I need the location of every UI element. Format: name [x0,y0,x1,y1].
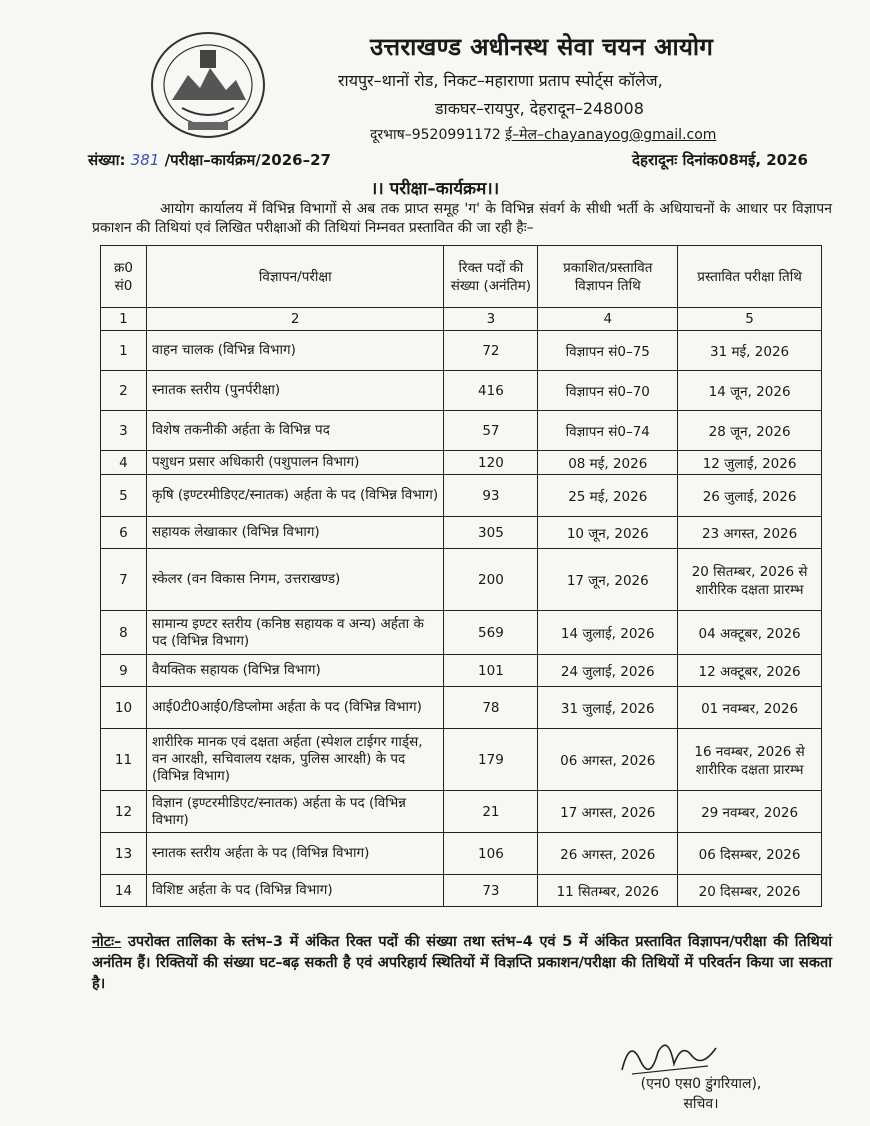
page-title: ।। परीक्षा–कार्यक्रम।। [370,179,500,199]
cell-adv-date: 24 जुलाई, 2026 [538,655,678,687]
cell-exam-date: 12 जुलाई, 2026 [678,451,822,475]
cell-exam: स्नातक स्तरीय अर्हता के पद (विभिन्न विभाग) [146,833,444,875]
table-row [101,549,822,611]
intro-paragraph: आयोग कार्यालय में विभिन्न विभागों से अब तक प्राप्त समूह 'ग' के विभिन्न संवर्ग के सीधी भर्ती के अधियाचनों के आधार पर विज्ञापन प्रकाशन की तिथियां एवं लिखित परीक्षाओं की तिथियां निम्नवत प्रस्तावित की जा रही हैः– [92,201,832,236]
exam-schedule-table [100,245,822,907]
table-header-row [101,246,822,308]
col-number: 1 [101,308,147,331]
cell-sn: 4 [101,451,147,475]
cell-sn: 7 [101,549,147,611]
cell-exam: सहायक लेखाकार (विभिन्न विभाग) [146,517,444,549]
header-exam-date: प्रस्तावित परीक्षा तिथि [678,246,822,308]
cell-exam: स्केलर (वन विकास निगम, उत्तराखण्ड) [146,549,444,611]
cell-posts: 72 [444,331,538,371]
table-row [101,875,822,907]
signatory-name: (एन0 एस0 डुंगरियाल), [640,1076,762,1092]
cell-exam-date: 12 अक्टूबर, 2026 [678,655,822,687]
table-row [101,687,822,729]
cell-exam-date: 20 दिसम्बर, 2026 [678,875,822,907]
cell-posts: 569 [444,611,538,655]
org-name: उत्तराखण्ड अधीनस्थ सेवा चयन आयोग [370,33,714,61]
cell-exam-date: 29 नवम्बर, 2026 [678,791,822,833]
cell-sn: 8 [101,611,147,655]
cell-exam-date: 26 जुलाई, 2026 [678,475,822,517]
cell-exam-date: 04 अक्टूबर, 2026 [678,611,822,655]
cell-sn: 6 [101,517,147,549]
reference-suffix: /परीक्षा–कार्यक्रम/2026–27 [164,151,331,169]
table-row [101,475,822,517]
contact-line [370,125,850,144]
cell-posts: 57 [444,411,538,451]
column-number-row [101,308,822,331]
signature-icon [612,1030,722,1080]
cell-exam-date: 14 जून, 2026 [678,371,822,411]
table-row [101,517,822,549]
cell-exam: कृषि (इण्टरमीडिएट/स्नातक) अर्हता के पद (विभिन्न विभाग) [146,475,444,517]
cell-exam: सामान्य इण्टर स्तरीय (कनिष्ठ सहायक व अन्य) अर्हता के पद (विभिन्न विभाग) [146,611,444,655]
cell-exam: वाहन चालक (विभिन्न विभाग) [146,331,444,371]
note-label: नोटः– [92,934,122,950]
table-row [101,411,822,451]
cell-sn: 13 [101,833,147,875]
cell-sn: 11 [101,729,147,791]
cell-exam: विशेष तकनीकी अर्हता के विभिन्न पद [146,411,444,451]
cell-exam: विज्ञान (इण्टरमीडिएट/स्नातक) अर्हता के पद (विभिन्न विभाग) [146,791,444,833]
cell-posts: 200 [444,549,538,611]
cell-adv-date: 14 जुलाई, 2026 [538,611,678,655]
address-line-1: रायपुर–थानों रोड, निकट–महाराणा प्रताप स्पोर्ट्स कॉलेज, [338,71,663,90]
commission-emblem-icon [148,30,268,140]
cell-exam: विशिष्ट अर्हता के पद (विभिन्न विभाग) [146,875,444,907]
cell-exam: वैयक्तिक सहायक (विभिन्न विभाग) [146,655,444,687]
cell-adv-date: 31 जुलाई, 2026 [538,687,678,729]
cell-exam: पशुधन प्रसार अधिकारी (पशुपालन विभाग) [146,451,444,475]
cell-posts: 416 [444,371,538,411]
col-number: 2 [146,308,444,331]
reference-prefix: संख्या: [88,151,126,169]
col-number: 3 [444,308,538,331]
footnote [92,932,832,995]
cell-posts: 305 [444,517,538,549]
cell-exam-date: 31 मई, 2026 [678,331,822,371]
cell-exam: स्नातक स्तरीय (पुनर्परीक्षा) [146,371,444,411]
table-row [101,611,822,655]
cell-sn: 9 [101,655,147,687]
cell-adv-date: 17 अगस्त, 2026 [538,791,678,833]
header-posts: रिक्त पदों की संख्या (अनंतिम) [444,246,538,308]
cell-posts: 21 [444,791,538,833]
table-row [101,833,822,875]
cell-exam-date: 06 दिसम्बर, 2026 [678,833,822,875]
cell-exam-date: 28 जून, 2026 [678,411,822,451]
cell-adv-date: 11 सितम्बर, 2026 [538,875,678,907]
cell-sn: 12 [101,791,147,833]
cell-adv-date: विज्ञापन सं0–74 [538,411,678,451]
cell-exam: आई0टी0आई0/डिप्लोमा अर्हता के पद (विभिन्न विभाग) [146,687,444,729]
cell-sn: 1 [101,331,147,371]
cell-exam-date: 16 नवम्बर, 2026 से शारीरिक दक्षता प्रारम्भ [678,729,822,791]
cell-posts: 73 [444,875,538,907]
table-row [101,655,822,687]
cell-exam-date: 01 नवम्बर, 2026 [678,687,822,729]
table-row [101,451,822,475]
cell-adv-date: 17 जून, 2026 [538,549,678,611]
cell-posts: 101 [444,655,538,687]
cell-sn: 10 [101,687,147,729]
cell-adv-date: 08 मई, 2026 [538,451,678,475]
table-row [101,729,822,791]
cell-posts: 179 [444,729,538,791]
note-text: उपरोक्त तालिका के स्तंभ–3 में अंकित रिक्त पदों की संख्या तथा स्तंभ–4 एवं 5 में अंकित प्रस्तावित विज्ञापन/परीक्षा की तिथियां अनंतिम हैं। रिक्तियों की संख्या घट–बढ़ सकती है एवं अपरिहार्य स्थितियों में विज्ञप्ति प्रकाशन/परीक्षा की तिथियों में परिवर्तन किया जा सकता है। [92,934,832,992]
col-number: 5 [678,308,822,331]
cell-sn: 2 [101,371,147,411]
cell-exam-date: 23 अगस्त, 2026 [678,517,822,549]
reference-number: 381 [130,151,160,169]
cell-adv-date: 25 मई, 2026 [538,475,678,517]
header-sn: क्र0 सं0 [101,246,147,308]
header-adv-date: प्रकाशित/प्रस्तावित विज्ञापन तिथि [538,246,678,308]
signatory-designation: सचिव। [683,1096,719,1112]
table-row [101,371,822,411]
reference-line [88,150,808,170]
address-line-2: डाकघर–रायपुर, देहरादून–248008 [435,99,644,118]
header-exam: विज्ञापन/परीक्षा [146,246,444,308]
cell-exam: शारीरिक मानक एवं दक्षता अर्हता (स्पेशल टाईगर गार्ड्स, वन आरक्षी, सचिवालय रक्षक, पुलिस आरक्षी) के पद (विभिन्न विभाग) [146,729,444,791]
col-number: 4 [538,308,678,331]
cell-posts: 106 [444,833,538,875]
phone: दूरभाष–9520991172 [370,127,501,143]
cell-posts: 78 [444,687,538,729]
cell-posts: 93 [444,475,538,517]
table-row [101,791,822,833]
cell-adv-date: 06 अगस्त, 2026 [538,729,678,791]
email: ई–मेल–chayanayog@gmail.com [505,127,717,143]
cell-adv-date: 10 जून, 2026 [538,517,678,549]
cell-exam-date: 20 सितम्बर, 2026 से शारीरिक दक्षता प्रारम्भ [678,549,822,611]
cell-sn: 3 [101,411,147,451]
letter-date: देहरादूनः दिनांक08मई, 2026 [632,151,808,169]
cell-posts: 120 [444,451,538,475]
cell-adv-date: विज्ञापन सं0–75 [538,331,678,371]
letterhead [0,0,870,150]
cell-sn: 14 [101,875,147,907]
cell-adv-date: विज्ञापन सं0–70 [538,371,678,411]
cell-adv-date: 26 अगस्त, 2026 [538,833,678,875]
table-row [101,331,822,371]
cell-sn: 5 [101,475,147,517]
